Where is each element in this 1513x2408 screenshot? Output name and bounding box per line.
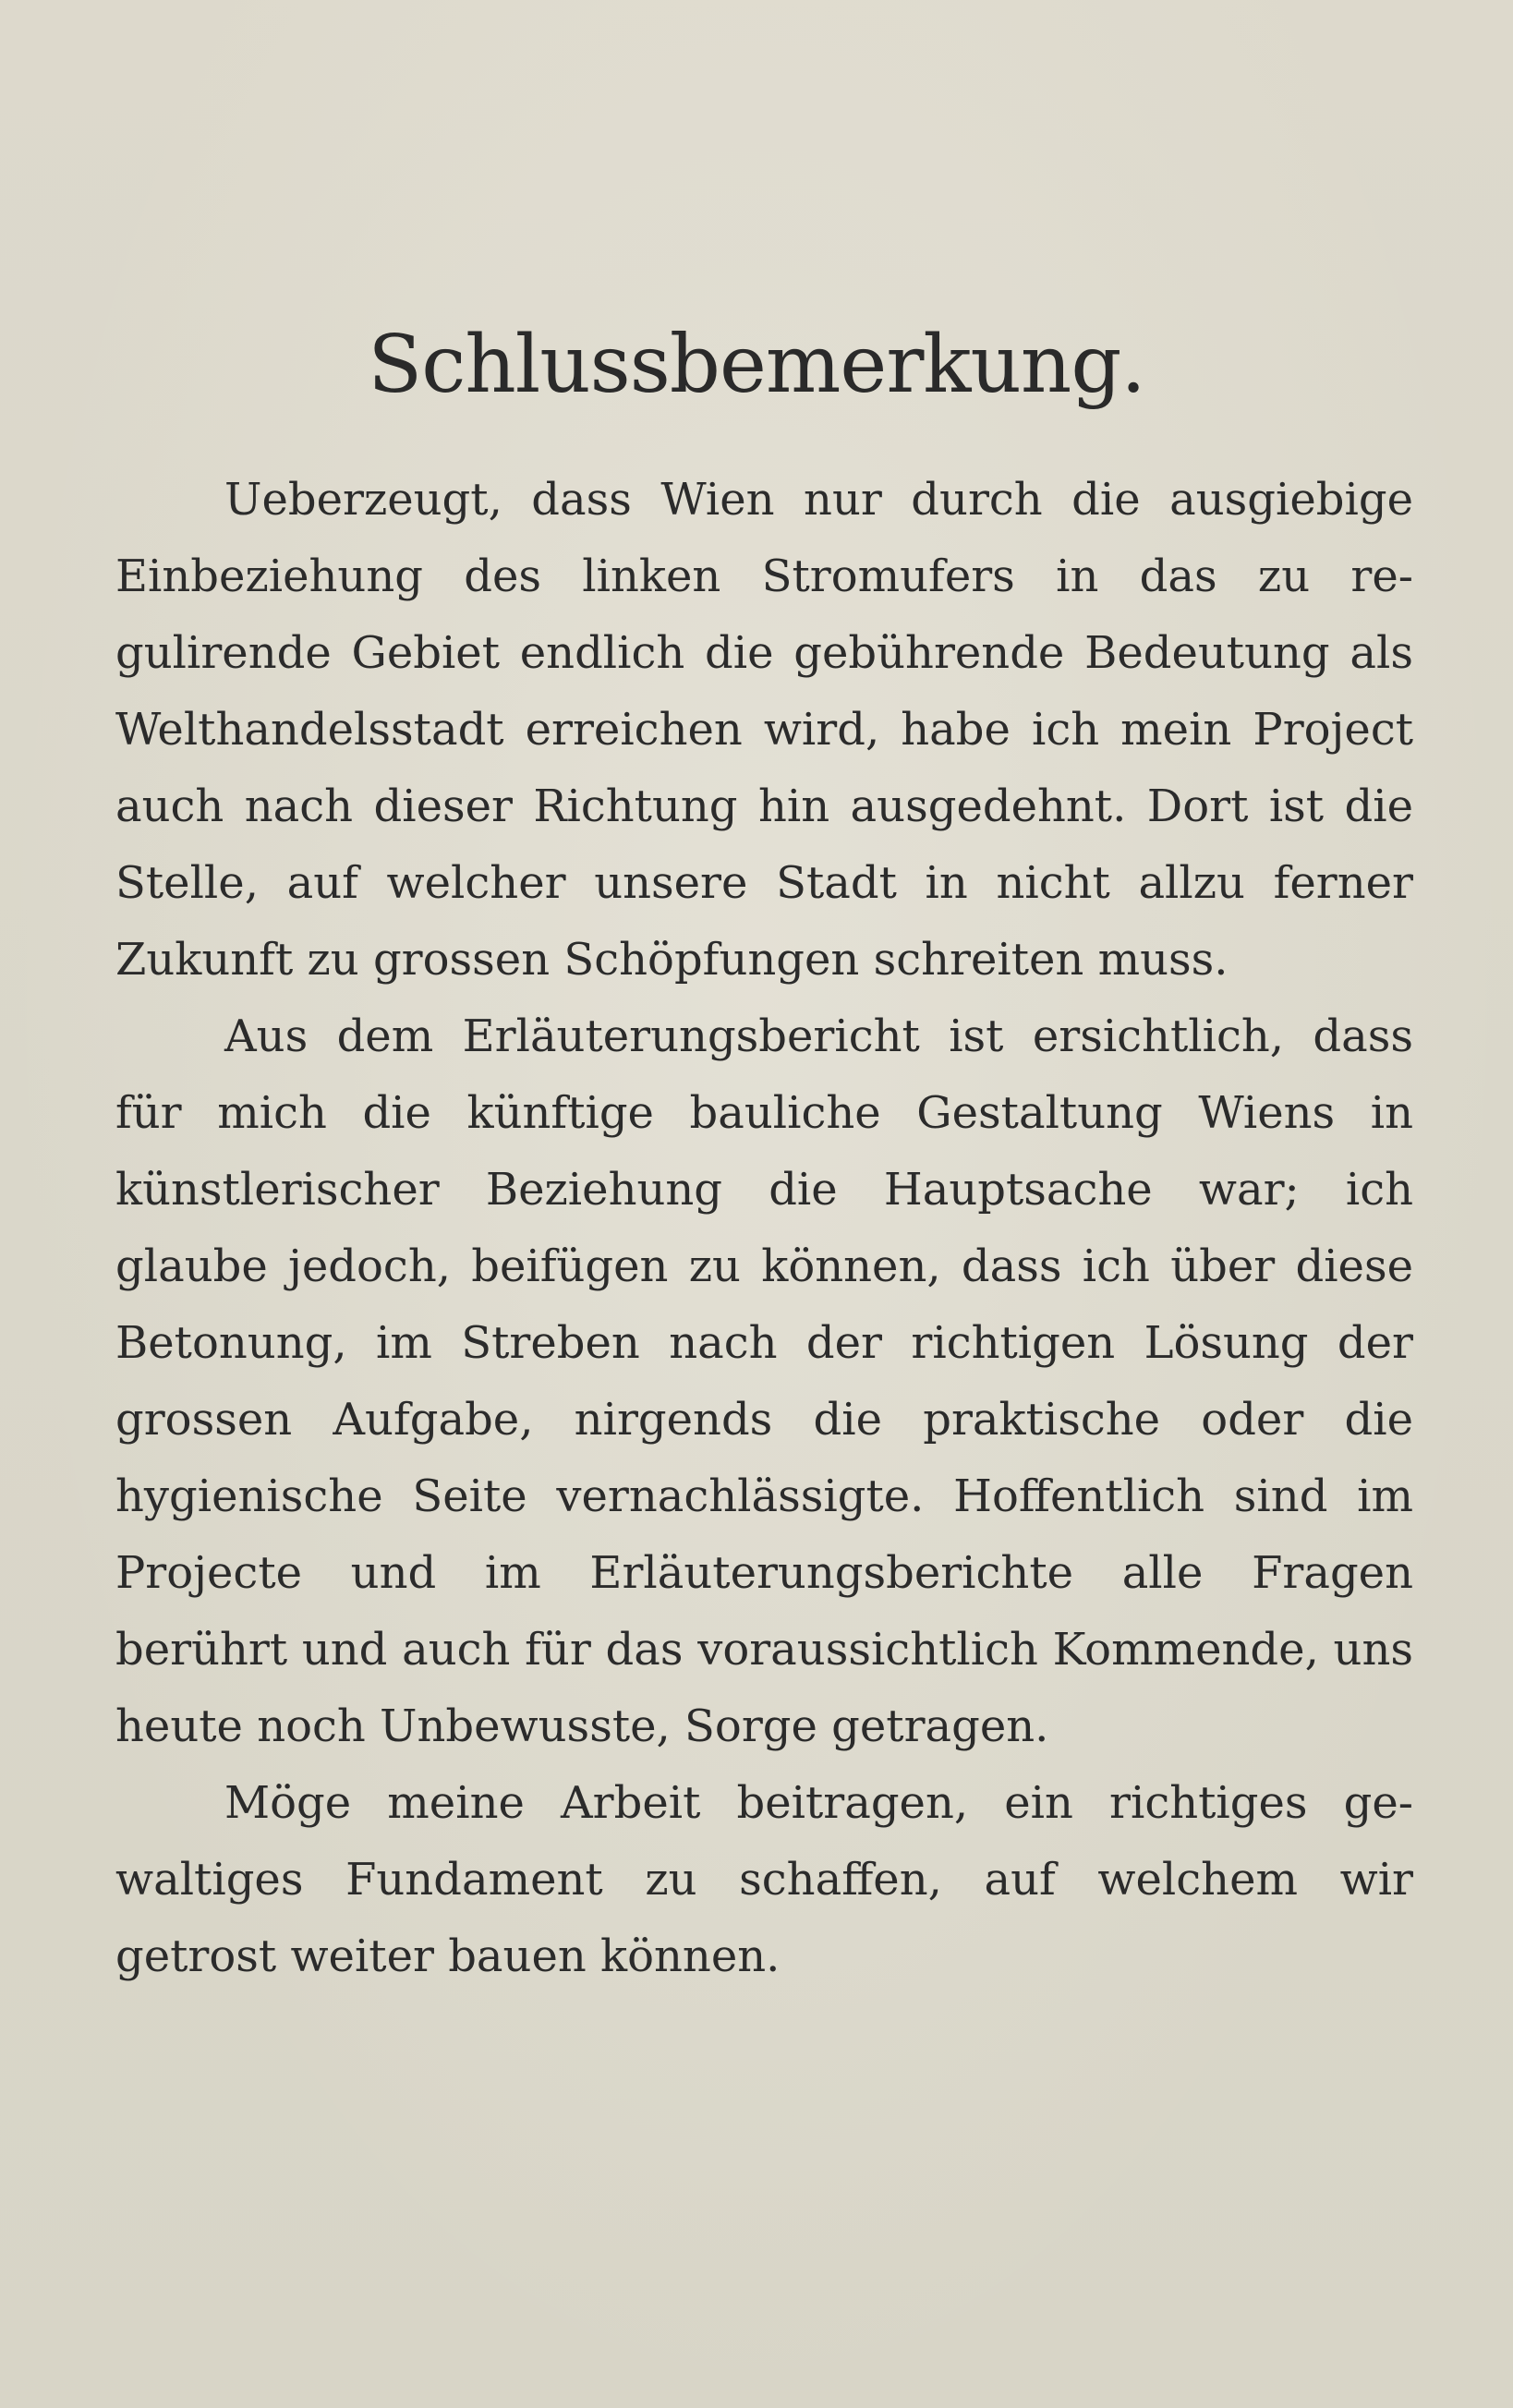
page-title: Schlussbemerkung. <box>368 319 1145 411</box>
paragraph-2: Aus dem Erläuterungsbericht ist ersichtlich, dass für mich die künftige bauliche Gestaltung Wiens in künstlerischer Beziehung die Hauptsache war; ich glaube jedoch, beifügen zu können, dass ich über diese Betonung, im Streben nach der richtigen Lösung der grossen Aufgabe, nirgends die praktische oder die hygienische Seite vernachlässigte. Hoffentlich sind im Projecte und im Erläuterungsberichte alle Fragen berührt und auch für das voraussichtlich Kommende, uns heute noch Unbewusste, Sorge getragen. <box>115 1010 1413 1752</box>
paragraph-3: Möge meine Arbeit beitragen, ein richtiges gewaltiges Fundament zu schaffen, auf welchem wir getrost weiter bauen können. <box>115 1777 1413 1982</box>
paragraph-1: Ueberzeugt, dass Wien nur durch die ausgiebige Einbeziehung des linken Stromufers in das zu regulirende Gebiet endlich die gebührende Bedeutung als Welthandelsstadt erreichen wird, habe ich mein Project auch nach dieser Richtung hin ausgedehnt. Dort ist die Stelle, auf welcher unsere Stadt in nicht allzu ferner Zukunft zu grossen Schöpfungen schreiten muss. <box>115 474 1413 986</box>
body-text <box>115 462 1413 1995</box>
